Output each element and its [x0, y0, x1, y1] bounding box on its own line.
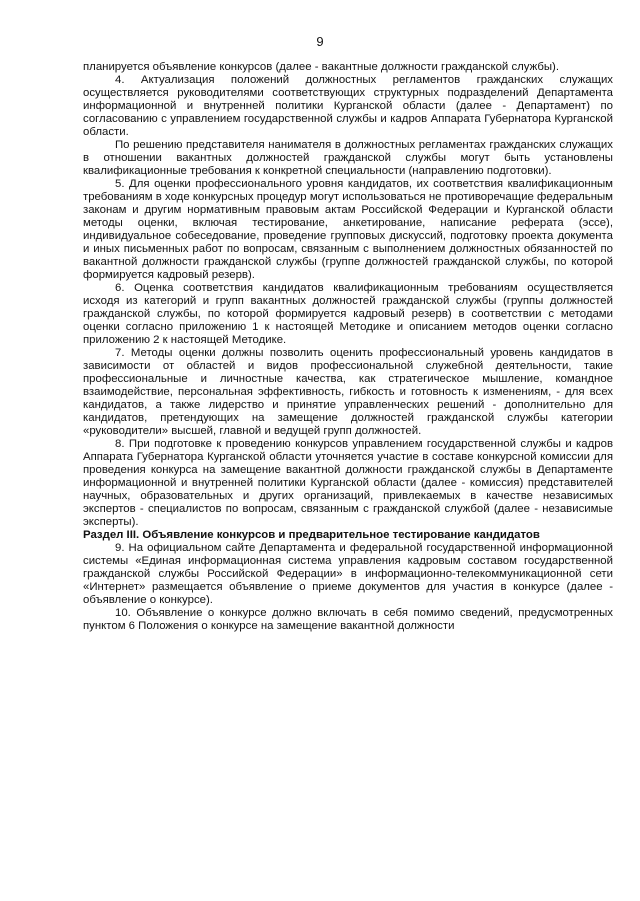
paragraph-item-6: 6. Оценка соответствия кандидатов квалификационным требованиям осуществляется исходя из категорий и групп вакантных должностей гражданской службы (группы должностей гражданской службы, по которой формируется кадровый резерв) в соответствии с методами оценки согласно приложению 1 к настоящей Методике и описанием методов оценки согласно приложению 2 к настоящей Методике. [83, 282, 613, 346]
paragraph-item-10: 10. Объявление о конкурсе должно включать в себя помимо сведений, предусмотренных пунктом 6 Положения о конкурсе на замещение вакантной должности [83, 607, 613, 632]
paragraph-item-9: 9. На официальном сайте Департамента и федеральной государственной информационной системы «Единая информационная система управления кадровым составом государственной гражданской службы Российской Федерации» в информационно-телекоммуникационной сети «Интернет» размещается объявление о приеме документов для участия в конкурсе (далее - объявление о конкурсе). [83, 542, 613, 606]
paragraph-item-5: 5. Для оценки профессионального уровня кандидатов, их соответствия квалификационным требованиям в ходе конкурсных процедур могут использоваться не противоречащие федеральным законам и другим нормативным правовым актам Российской Федерации и Курганской области методы оценки, включая тестирование, анкетирование, написание реферата (эссе), индивидуальное собеседование, проведение групповых дискуссий, подготовку проекта документа и иных письменных работ по вопросам, связанным с выполнением должностных обязанностей по вакантной должности гражданской службы (группе должностей гражданской службы, по которой формируется кадровый резерв). [83, 178, 613, 281]
paragraph-item-4: 4. Актуализация положений должностных регламентов гражданских служащих осуществляется руководителями соответствующих структурных подразделений Департамента информационной и внутренней политики Курганской области (далее - Департамент) по согласованию с управлением государственной службы и кадров Аппарата Губернатора Курганской области. [83, 74, 613, 138]
document-body [83, 61, 613, 633]
paragraph-continuation: планируется объявление конкурсов (далее - вакантные должности гражданской службы). [83, 61, 560, 73]
paragraph-item-4-note: По решению представителя нанимателя в должностных регламентах гражданских служащих в отношении вакантных должностей гражданской службы могут быть установлены квалификационные требования к конкретной специальности (направлению подготовки). [83, 139, 613, 177]
paragraph-item-8: 8. При подготовке к проведению конкурсов управлением государственной службы и кадров Аппарата Губернатора Курганской области уточняется участие в составе конкурсной комиссии для проведения конкурса на замещение вакантной должности гражданской службы в Департаменте информационной и внутренней политики Курганской области (далее - комиссия) представителей научных, образовательных и других организаций, привлекаемых в качестве независимых экспертов - специалистов по вопросам, связанным с гражданской службой (далее - независимые эксперты). [83, 438, 613, 528]
paragraph-item-7: 7. Методы оценки должны позволить оценить профессиональный уровень кандидатов в зависимости от областей и видов профессиональной служебной деятельности, такие профессиональные и личностные качества, как стратегическое мышление, командное взаимодействие, персональная эффективность, гибкость и готовность к изменениям, - для всех кандидатов, а также лидерство и принятие управленческих решений - дополнительно для кандидатов, претендующих на замещение должностей гражданской службы категории «руководители» высшей, главной и ведущей групп должностей. [83, 347, 613, 437]
section-heading: Раздел III. Объявление конкурсов и предварительное тестирование кандидатов [83, 529, 540, 541]
page-number: 9 [316, 34, 324, 49]
